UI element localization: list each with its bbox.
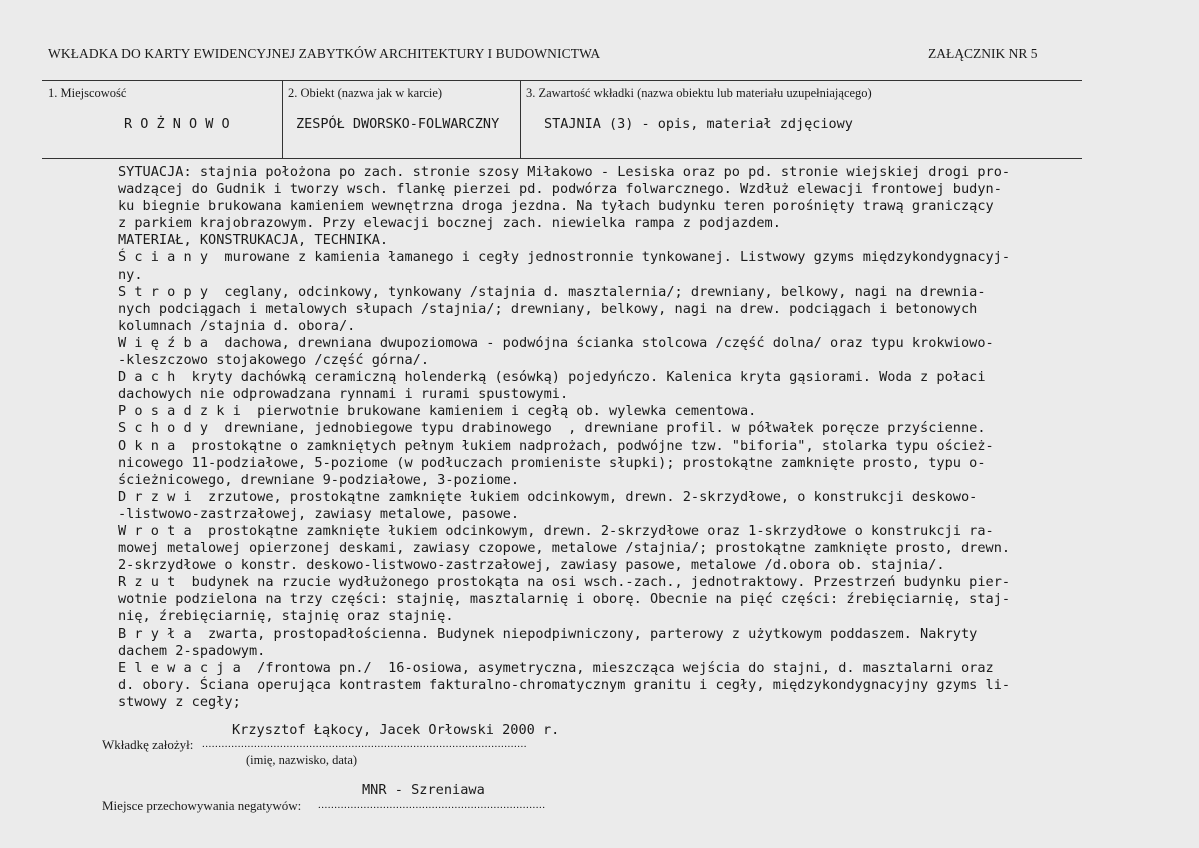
- table-bottom-border: [42, 158, 1082, 159]
- attachment-number: ZAŁĄCZNIK NR 5: [928, 46, 1038, 61]
- negatives-label: Miejsce przechowywania negatywów:: [102, 798, 302, 813]
- negatives-dots: ......................................................................: [318, 799, 546, 811]
- location-value: R O Ż N O W O: [124, 116, 230, 132]
- location-label: 1. Miejscowość: [48, 86, 127, 100]
- column-divider-1: [282, 80, 283, 158]
- table-top-border: [42, 80, 1082, 81]
- body-line: B r y ł a zwarta, prostopadłościenna. Budynek niepodpiwniczony, parterowy z użytkowym poddaszem. Nakryty: [118, 625, 978, 642]
- body-line: MATERIAŁ, KONSTRUKACJA, TECHNIKA.: [118, 232, 389, 249]
- body-line: D r z w i zrzutowe, prostokątne zamknięte łukiem odcinkowym, drewn. 2-skrzydłowe, o konstrukcji deskowo-: [118, 488, 978, 505]
- body-line: W r o t a prostokątne zamknięte łukiem odcinkowym, drewn. 2-skrzydłowe oraz 1-skrzydłowe o konstrukcji ra-: [118, 522, 994, 539]
- negatives-value: MNR - Szreniawa: [362, 782, 485, 798]
- body-line: D a c h kryty dachówką ceramiczną holenderką (esówką) pojedyńczo. Kalenica kryta gąsiorami. Woda z połaci: [118, 369, 986, 386]
- body-line: R z u t budynek na rzucie wydłużonego prostokąta na osi wsch.-zach., jednotraktowy. Przestrzeń budynku pier-: [118, 574, 1011, 591]
- body-line: 2-skrzydłowe o konstr. deskowo-listwowo-zastrzałowej, zawiasy pasowe, metalowe /d.obora ob. stajnia/.: [118, 557, 945, 574]
- object-label: 2. Obiekt (nazwa jak w karcie): [288, 86, 443, 100]
- body-line: d. obory. Ściana operująca kontrastem fakturalno-chromatycznym granitu i cegły, międzykondygnacyjny gzyms li-: [118, 676, 1011, 693]
- body-line: ny.: [118, 266, 143, 283]
- body-line: ścieżnicowego, drewniane 9-podziałowe, 3-poziome.: [118, 471, 520, 488]
- body-line: ku biegnie brukowana kamieniem wewnętrzna droga jezdna. Na tyłach budynku teren porośnięty trawą graniczący: [118, 198, 994, 215]
- body-line: Ś c i a n y murowane z kamienia łamanego i cegły jednostronnie tynkowanej. Listwowy gzyms międzykondygnacyj-: [118, 249, 1011, 266]
- body-line: O k n a prostokątne o zamkniętych pełnym łukiem nadprożach, podwójne tzw. "biforia", stolarka typu oścież-: [118, 437, 994, 454]
- column-divider-2: [520, 80, 521, 158]
- description-body: [118, 164, 1010, 711]
- body-line: nicowego 11-podziałowe, 5-poziome (w podłuczach promieniste słupki); prostokątne zamknięte prosto, typu o-: [118, 454, 986, 471]
- body-line: dachem 2-spadowym.: [118, 642, 266, 659]
- author-dots: ....................................................................................................: [202, 738, 527, 750]
- body-line: z parkiem krajobrazowym. Przy elewacji bocznej zach. niewielka rampa z podjazdem.: [118, 215, 781, 232]
- body-line: -kleszczowo stojakowego /część górna/.: [118, 352, 429, 369]
- body-line: S t r o p y ceglany, odcinkowy, tynkowany /stajnia d. masztalernia/; drewniany, belkowy, nagi na drewnia-: [118, 283, 986, 300]
- content-value: STAJNIA (3) - opis, materiał zdjęciowy: [544, 116, 853, 132]
- body-line: SYTUACJA: stajnia położona po zach. stronie szosy Miłakowo - Lesiska oraz po pd. stronie wiejskiej drogi pro-: [118, 164, 1011, 180]
- body-line: nię, źrebięciarnię, stajnię oraz stajnię.: [118, 608, 454, 625]
- body-line: wotnie podzielona na trzy części: stajnię, masztalarnię i oborę. Obecnie na pięć części: źrebięciarnię, staj-: [118, 591, 1011, 608]
- body-line: P o s a d z k i pierwotnie brukowane kamieniem i cegłą ob. wylewka cementowa.: [118, 403, 757, 420]
- author-label: Wkładkę założył:: [102, 737, 194, 752]
- body-line: nych podciągach i metalowych słupach /stajnia/; drewniany, belkowy, nagi na drew. podciągach i betonowych: [118, 300, 978, 317]
- body-line: W i ę ź b a dachowa, drewniana dwupoziomowa - podwójna ścianka stolcowa /część dolna/ oraz typu krokwiowo-: [118, 334, 994, 351]
- author-value: Krzysztof Łąkocy, Jacek Orłowski 2000 r.: [232, 722, 560, 738]
- body-line: mowej metalowej opierzonej deskami, zawiasy czopowe, metalowe /stajnia/; prostokątne zamknięte prosto, drewn.: [118, 540, 1011, 557]
- body-line: -listwowo-zastrzałowej, zawiasy metalowe, pasowe.: [118, 505, 520, 522]
- object-value: ZESPÓŁ DWORSKO-FOLWARCZNY: [296, 116, 500, 132]
- author-hint: (imię, nazwisko, data): [246, 753, 358, 767]
- body-line: stwowy z cegły;: [118, 693, 241, 710]
- body-line: wadzącej do Gudnik i tworzy wsch. flankę pierzei pd. podwórza folwarcznego. Wzdłuż elewacji frontowej budyn-: [118, 181, 1002, 198]
- body-line: E l e w a c j a /frontowa pn./ 16-osiowa, asymetryczna, mieszcząca wejścia do stajni, d. masztalarni oraz: [118, 659, 994, 676]
- body-line: S c h o d y drewniane, jednobiegowe typu drabinowego , drewniane profil. w półwałek poręcze przyścienne.: [118, 420, 986, 437]
- content-label: 3. Zawartość wkładki (nazwa obiektu lub materiału uzupełniającego): [526, 86, 872, 100]
- body-line: dachowych nie odprowadzana rynnami i rurami spustowymi.: [118, 386, 569, 403]
- form-title: WKŁADKA DO KARTY EWIDENCYJNEJ ZABYTKÓW ARCHITEKTURY I BUDOWNICTWA: [48, 46, 601, 61]
- body-line: kolumnach /stajnia d. obora/.: [118, 317, 356, 334]
